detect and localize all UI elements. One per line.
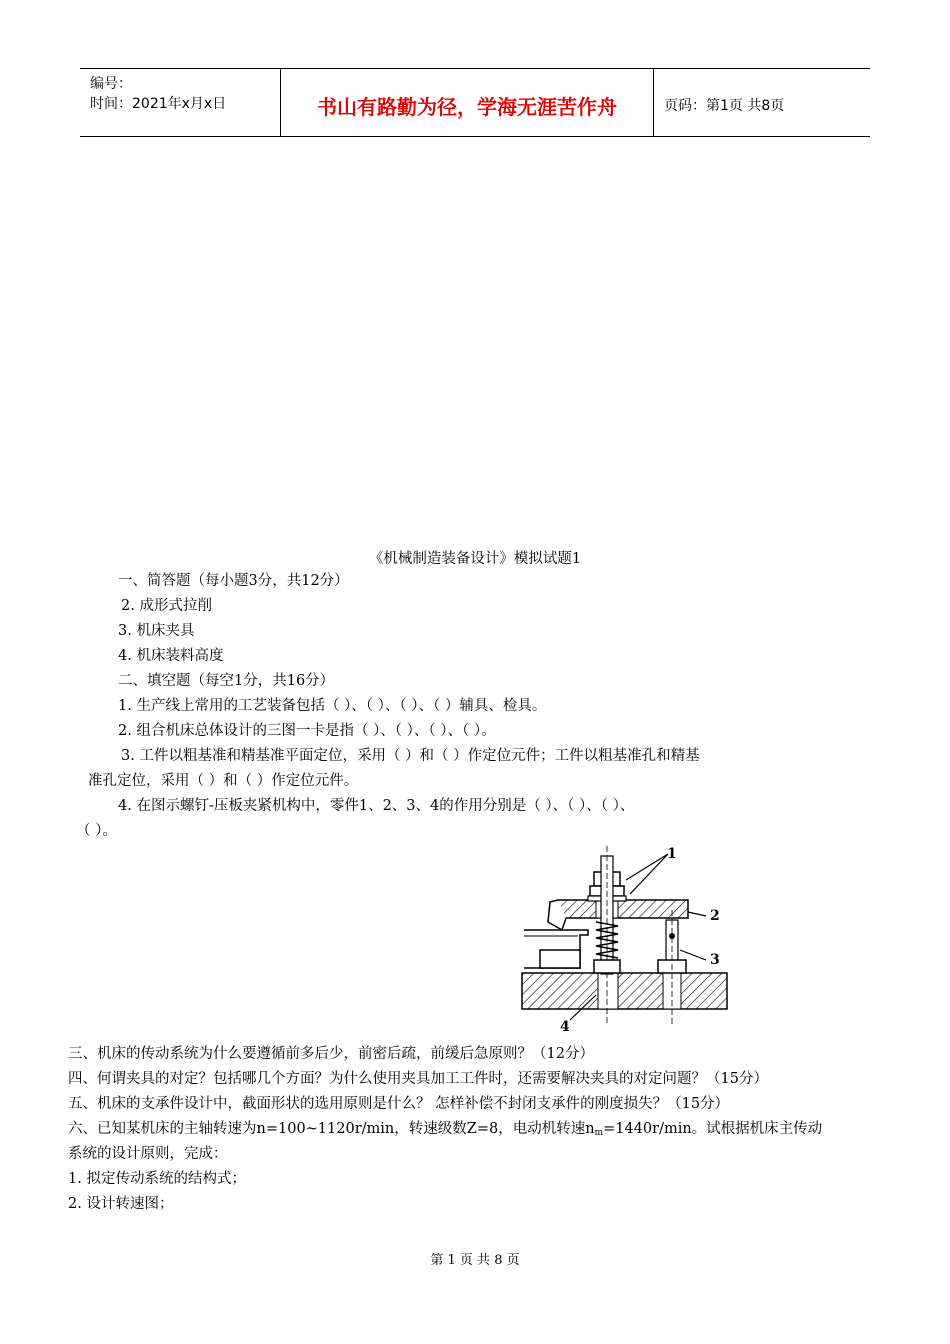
page-header bbox=[80, 68, 870, 137]
section-6-line-1-post: =1440r/min。试根据机床主传动 bbox=[603, 1121, 823, 1137]
question-1-2: 2. 成形式拉削 bbox=[121, 598, 212, 614]
question-2-1: 1. 生产线上常用的工艺装备包括（ ）、（ ）、（ ）、（ ）辅具、检具。 bbox=[118, 698, 547, 714]
section-3: 三、机床的传动系统为什么要遵循前多后少，前密后疏，前缓后急原则？（12分） bbox=[68, 1046, 594, 1062]
section-6-line-1 bbox=[68, 1120, 822, 1142]
header-motto-cell bbox=[281, 69, 654, 136]
header-page-cell bbox=[654, 69, 870, 136]
label-2: 2 bbox=[710, 908, 720, 924]
question-1-4: 4. 机床装料高度 bbox=[118, 648, 224, 664]
label-3: 3 bbox=[710, 952, 720, 968]
section-1-heading: 一、简答题（每小题3分，共12分） bbox=[118, 573, 349, 589]
number-label: 编号： bbox=[90, 76, 132, 92]
question-2-3-line-2: 准孔定位，采用（ ）和（ ）作定位元件。 bbox=[88, 773, 359, 789]
section-6-line-1-pre: 六、已知某机床的主轴转速为n=100~1120r/min，转速级数Z=8，电动机转速n bbox=[68, 1121, 595, 1137]
motor-subscript: m bbox=[594, 1128, 604, 1138]
header-info-cell bbox=[80, 69, 281, 136]
question-2-3-line-1: 3. 工件以粗基准和精基准平面定位，采用（ ）和（ ）作定位元件；工件以粗基准孔和精基 bbox=[121, 748, 700, 764]
section-4: 四、何谓夹具的对定？包括哪几个方面？为什么使用夹具加工工件时，还需要解决夹具的对定问题？（15分） bbox=[68, 1071, 768, 1087]
question-2-4-line-1: 4. 在图示螺钉-压板夹紧机构中，零件1、2、3、4的作用分别是（ ）、（ ）、（ ）、 bbox=[118, 798, 635, 814]
clamp-mechanism-drawing bbox=[518, 840, 733, 1035]
task-2: 2. 设计转速图； bbox=[68, 1196, 174, 1212]
section-6-line-2: 系统的设计原则，完成： bbox=[68, 1146, 228, 1162]
question-2-4-line-2: （ ）。 bbox=[76, 823, 117, 839]
page-count-label: 页码：第1页 共8页 bbox=[664, 98, 785, 114]
date-label: 时间：2021年x月x日 bbox=[90, 96, 227, 112]
section-2-heading: 二、填空题（每空1分，共16分） bbox=[118, 673, 335, 689]
question-2-2: 2. 组合机床总体设计的三图一卡是指（ ）、（ ）、（ ）、（ ）。 bbox=[118, 723, 496, 739]
motto-text: 书山有路勤为径，学海无涯苦作舟 bbox=[317, 95, 617, 119]
question-1-3: 3. 机床夹具 bbox=[118, 623, 195, 639]
label-1: 1 bbox=[667, 846, 677, 862]
exam-title: 《机械制造装备设计》模拟试题1 bbox=[368, 551, 582, 567]
clamp-mechanism-figure bbox=[518, 840, 733, 1035]
label-4: 4 bbox=[560, 1019, 570, 1035]
task-1: 1. 拟定传动系统的结构式； bbox=[68, 1171, 246, 1187]
section-5: 五、机床的支承件设计中，截面形状的选用原则是什么？ 怎样补偿不封闭支承件的刚度损失？（15分） bbox=[68, 1096, 730, 1112]
page-footer: 第 1 页 共 8 页 bbox=[430, 1253, 520, 1268]
